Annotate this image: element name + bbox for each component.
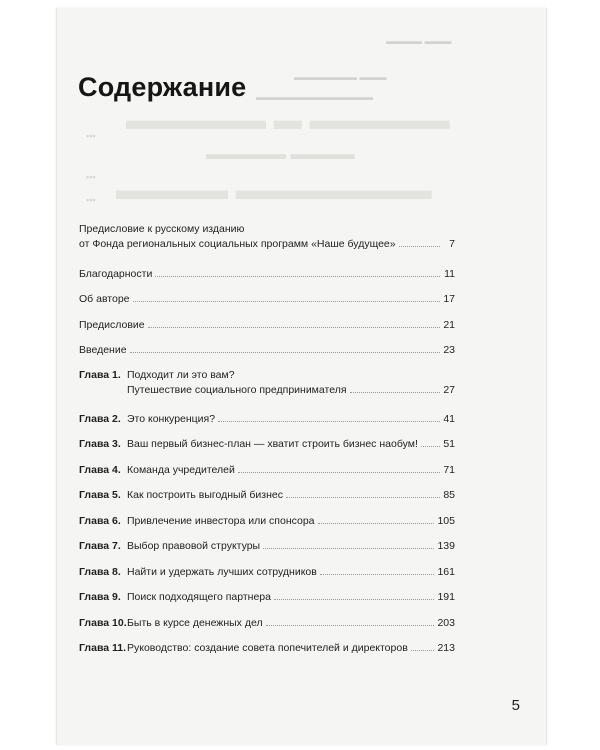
chapter-number: Глава 2. (79, 413, 121, 425)
toc-entry-page: 27 (443, 384, 455, 396)
dot-leader (266, 625, 435, 626)
toc-entry-page: 17 (443, 293, 455, 305)
show-through-decoration: ▬▬▬▬▬ ▬ ▬▬▬▬▬ (126, 104, 450, 135)
toc-entry-page: 85 (443, 489, 455, 501)
toc-entry-label: Введение (79, 344, 127, 356)
toc-entry-label: Путешествие социального предпринимателя (127, 384, 347, 396)
toc-entry-label: Это конкуренция? (127, 413, 216, 425)
toc-entry-label: Руководство: создание совета попечителей и директоров (127, 642, 408, 654)
toc-entry-page: 41 (443, 413, 455, 425)
dot-leader (421, 446, 440, 447)
toc-entry-label: Предисловие (79, 319, 145, 331)
toc-entry-introduction[interactable] (79, 343, 455, 358)
toc-chapter-11[interactable] (79, 641, 455, 656)
chapter-number: Глава 9. (79, 591, 121, 603)
show-through-decoration: ▬▬▬▬ ▬▬▬▬▬ (206, 146, 355, 163)
chapter-number: Глава 6. (79, 515, 121, 527)
toc-entry-preface[interactable] (79, 318, 455, 333)
dot-leader (274, 599, 435, 600)
toc-chapter-4[interactable] (79, 463, 455, 478)
toc-chapter-10[interactable] (79, 616, 455, 631)
page-edge-right (546, 8, 547, 745)
dot-leader (411, 650, 435, 651)
page-title: Содержание (78, 72, 247, 102)
dot-leader (133, 301, 441, 302)
dot-leader (238, 472, 440, 473)
show-through-decoration: ▬▬▬ ▬▬▬▬ (386, 36, 452, 46)
toc-entry-label: Найти и удержать лучших сотрудников (127, 566, 317, 578)
toc-entry-label-line: Предисловие к русскому изданию (79, 223, 245, 235)
toc-entry-page: 203 (437, 617, 455, 629)
toc-chapter-6[interactable] (79, 514, 455, 529)
toc-chapter-5[interactable] (79, 488, 455, 503)
toc-entry-label: Как построить выгодный бизнес (127, 489, 283, 501)
toc-entry-page: 21 (443, 319, 455, 331)
show-through-decoration: ▪▪▪ (86, 131, 96, 141)
chapter-number: Глава 3. (79, 438, 121, 450)
book-page (56, 8, 547, 745)
toc-entry-label: Команда учредителей (127, 464, 235, 476)
chapter-number: Глава 4. (79, 464, 121, 476)
dot-leader (155, 276, 440, 277)
toc-chapter-2[interactable] (79, 412, 455, 427)
toc-entry-label: Быть в курсе денежных дел (127, 617, 263, 629)
show-through-decoration: ▬▬▬ ▬▬▬▬▬▬▬ (294, 72, 387, 82)
dot-leader (130, 352, 440, 353)
toc-entry-page: 71 (443, 464, 455, 476)
dot-leader (148, 327, 440, 328)
toc-chapter-7[interactable] (79, 539, 455, 554)
toc-entry-label: Выбор правовой структуры (127, 540, 261, 552)
chapter-number: Глава 8. (79, 566, 121, 578)
chapter-number: Глава 11. (79, 642, 127, 654)
toc-entry-about-author[interactable] (79, 292, 455, 307)
chapter-number: Глава 1. (79, 369, 121, 381)
toc-entry-page: 23 (443, 344, 455, 356)
toc-chapter-9[interactable] (79, 590, 455, 605)
show-through-decoration: ▪▪▪ (86, 195, 96, 205)
dot-leader (318, 523, 435, 524)
page-number: 5 (511, 697, 520, 714)
toc-entry-page: 139 (437, 540, 455, 552)
toc-entry-label-line: Подходит ли это вам? (127, 369, 235, 381)
chapter-number: Глава 7. (79, 540, 121, 552)
toc-entry-page: 161 (437, 566, 455, 578)
dot-leader (263, 548, 434, 549)
toc-entry-page: 51 (443, 438, 455, 450)
toc-chapter-8[interactable] (79, 565, 455, 580)
toc-entry-label: Об авторе (79, 293, 130, 305)
toc-entry-page: 213 (437, 642, 455, 654)
toc-entry-page: 11 (444, 268, 455, 280)
toc-chapter-1[interactable] (79, 368, 455, 398)
page-edge-left (56, 8, 57, 745)
chapter-number: Глава 10. (79, 617, 127, 629)
dot-leader (350, 392, 440, 393)
toc-entry-label: Поиск подходящего партнера (127, 591, 271, 603)
dot-leader (218, 421, 440, 422)
toc-entry-page: 191 (437, 591, 455, 603)
toc-chapter-3[interactable] (79, 437, 455, 452)
toc-entry-acknowledgements[interactable] (79, 267, 455, 282)
toc-entry-label: от Фонда региональных социальных программ «Наше будущее» (79, 238, 396, 250)
toc-entry-page: 7 (449, 238, 455, 250)
chapter-number: Глава 5. (79, 489, 121, 501)
toc-entry-label: Ваш первый бизнес-план — хватит строить бизнес наобум! (127, 438, 418, 450)
toc-entry-label: Благодарности (79, 268, 153, 280)
dot-leader (399, 246, 440, 247)
toc-entry-label: Привлечение инвестора или спонсора (127, 515, 315, 527)
show-through-decoration: ▪▪▪ (86, 172, 96, 182)
show-through-decoration: ▬▬▬▬▬▬▬ ▬▬▬▬ (116, 174, 432, 205)
toc-entry-page: 105 (437, 515, 455, 527)
show-through-decoration: ▬▬▬▬▬▬▬▬▬▬▬▬▬ (256, 92, 373, 102)
dot-leader (320, 574, 435, 575)
dot-leader (286, 497, 440, 498)
toc-entry-preface-ru[interactable] (79, 222, 455, 252)
